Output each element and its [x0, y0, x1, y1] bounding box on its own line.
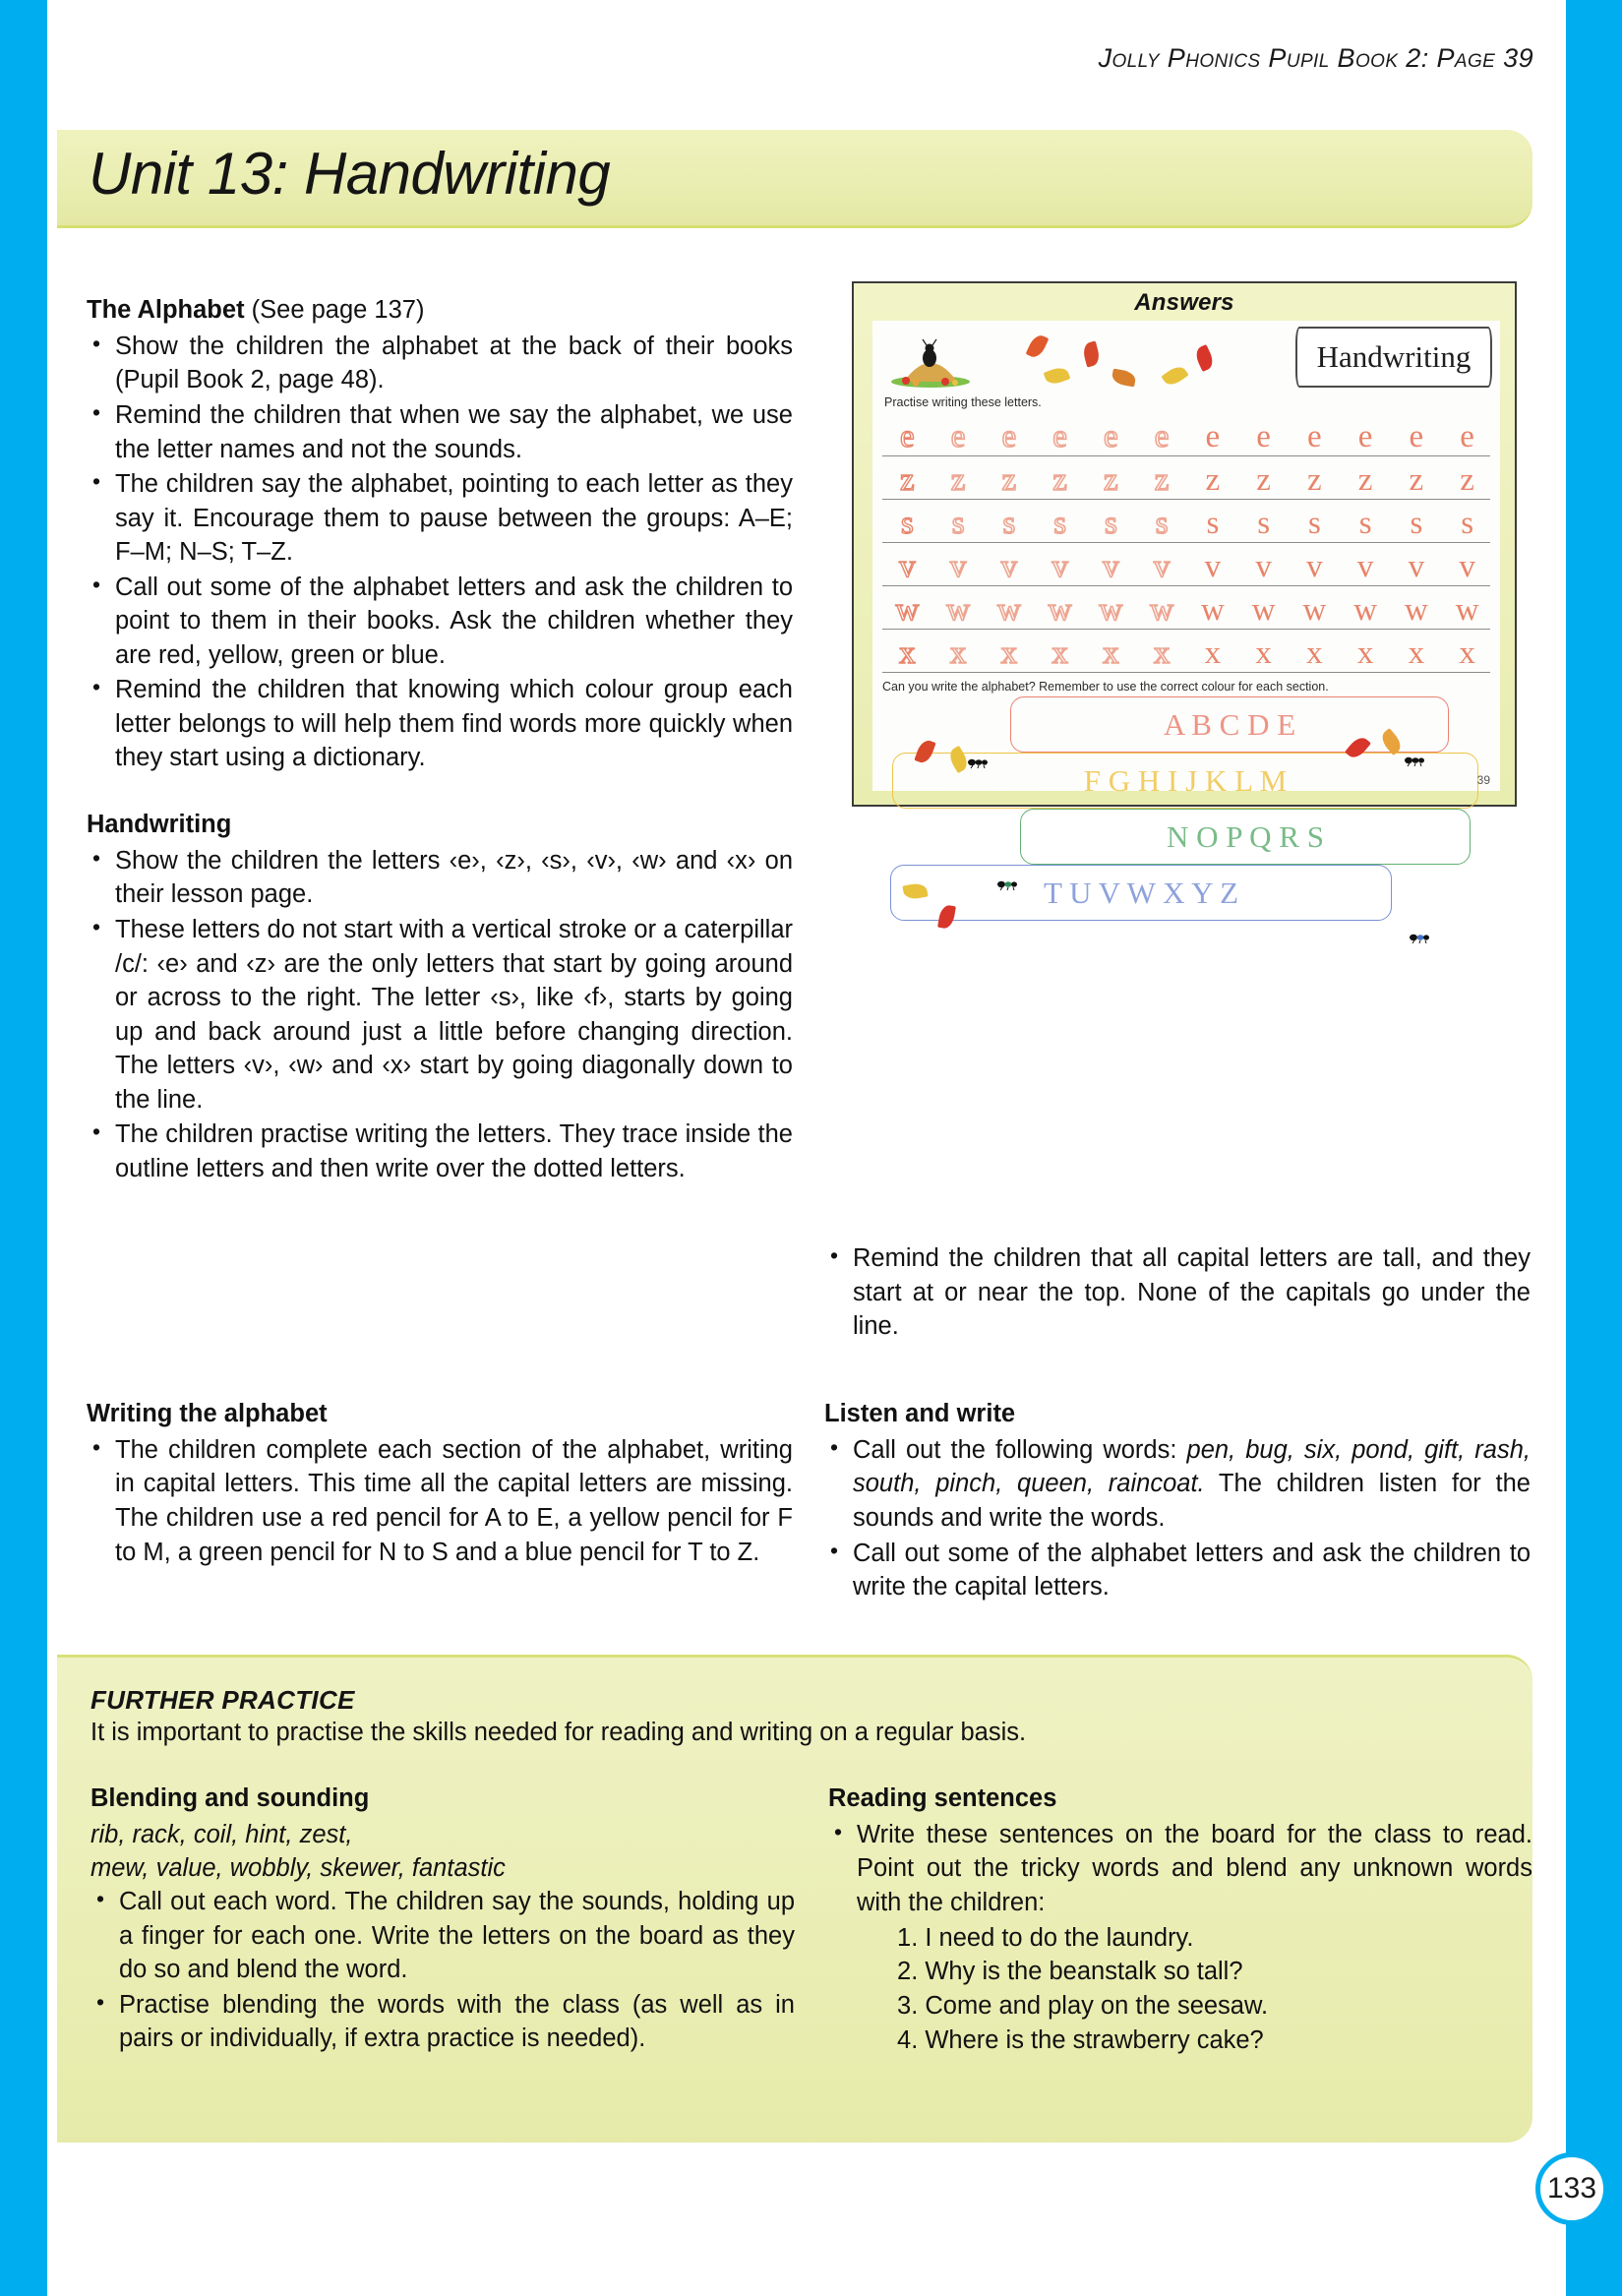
page-number-badge: 133 [1535, 2152, 1608, 2225]
leaf-icon [1026, 332, 1050, 360]
alphabet-letters-green: N O P Q R S [1167, 818, 1324, 854]
reading-bullet-list [828, 1818, 1532, 1920]
alphabet-section-blue [890, 865, 1392, 921]
list-item: Come and play on the seesaw. [925, 1991, 1269, 2020]
letter-glyph: e [1001, 419, 1017, 454]
letter-glyph: w [1150, 592, 1174, 628]
worksheet-page-number: 39 [1476, 773, 1490, 787]
ant-icon [1409, 931, 1430, 943]
ant-hill-icon [890, 342, 971, 386]
letter-glyph: x [1459, 635, 1475, 671]
letter-glyph: w [996, 592, 1021, 628]
page-title: Unit 13: Handwriting [89, 141, 611, 207]
list-item: • Write these sentences on the board for the class to read. Point out the tricky words and blend any unknown words with the children: [828, 1818, 1532, 1920]
letter-glyph: x [949, 635, 967, 671]
letter-glyph: z [1460, 462, 1474, 498]
letter-glyph: s [1307, 506, 1321, 541]
list-item: • The children practise writing the letters. They trace inside the outline letters and then write over the dotted letters. [87, 1118, 793, 1185]
reading-sentences-heading: Reading sentences [828, 1784, 1057, 1812]
letter-glyph: z [1357, 462, 1373, 498]
letter-glyph: v [1306, 549, 1323, 584]
alphabet-letters-blue: T U V W X Y Z [1043, 875, 1239, 910]
worksheet-instruction-2: Can you write the alphabet? Remember to use the correct colour for each section. [882, 680, 1329, 694]
running-head: Jolly Phonics Pupil Book 2: Page 39 [1098, 43, 1533, 73]
letter-glyph: z [1052, 462, 1067, 498]
alphabet-section-green [1020, 809, 1471, 865]
answers-label: Answers [1134, 289, 1234, 316]
unit-title-banner [57, 130, 1532, 228]
list-item: Why is the beanstalk so tall? [925, 1958, 1243, 1986]
alphabet-heading-bold: The Alphabet [87, 296, 245, 324]
list-item: • Practise blending the words with the class (as well as in pairs or individually, if extra practice is needed). [90, 1988, 795, 2056]
reading-sentences-column [828, 1783, 1532, 2057]
letter-glyph: v [1051, 549, 1068, 584]
handwriting-bullet-list [87, 844, 793, 1185]
writing-alphabet-heading: Writing the alphabet [87, 1400, 328, 1427]
alphabet-heading [87, 295, 793, 327]
letter-glyph: e [1307, 419, 1322, 454]
worksheet-title-banner [1295, 327, 1492, 388]
letter-glyph: s [1461, 506, 1474, 541]
leaf-icon [1193, 344, 1217, 372]
practice-row-e [882, 413, 1490, 456]
list-item: • Show the children the letters ‹e›, ‹z›, ‹s›, ‹v›, ‹w› and ‹x› on their lesson page. [87, 844, 793, 912]
leaf-icon [1111, 369, 1136, 388]
writing-alphabet-bullet-list [87, 1433, 793, 1569]
ant-icon [967, 755, 989, 768]
letter-glyph: w [1302, 592, 1327, 628]
listen-and-write-heading: Listen and write [824, 1400, 1016, 1427]
handwriting-heading: Handwriting [87, 810, 232, 838]
ant-icon [996, 877, 1018, 890]
letter-glyph: s [1104, 506, 1117, 541]
letter-glyph: w [1455, 592, 1479, 628]
letter-glyph: x [1356, 635, 1374, 671]
listen-and-write-bullet-list [824, 1433, 1531, 1604]
letter-glyph: s [1002, 506, 1016, 541]
letter-glyph: w [1048, 592, 1072, 628]
list-item [824, 1433, 1531, 1536]
letter-glyph: e [950, 419, 966, 454]
letter-glyph: e [1357, 419, 1373, 454]
letter-glyph: v [1000, 549, 1018, 584]
letter-glyph: v [1103, 549, 1119, 584]
page-edge-blue-right [1566, 0, 1622, 2296]
letter-glyph: e [900, 419, 915, 454]
list-item: • Call out each word. The children say the sounds, holding up a finger for each one. Write the letters on the board as they do so and blend the word. [90, 1885, 795, 1987]
handwriting-right-bullet-list [824, 1241, 1531, 1344]
letter-glyph: z [1307, 462, 1322, 498]
letter-glyph: s [1358, 506, 1372, 541]
letter-glyph: x [1255, 635, 1272, 671]
letter-glyph: e [1409, 419, 1424, 454]
worksheet-title: Handwriting [1316, 339, 1472, 374]
alphabet-letters-red: A B C D E [1163, 706, 1296, 742]
letter-glyph: v [1204, 549, 1222, 584]
further-practice-box [57, 1655, 1532, 2143]
blending-bullet-list [90, 1885, 795, 2056]
right-column-lower [824, 1399, 1531, 1605]
practice-row-z [882, 456, 1490, 500]
list-item: • Remind the children that knowing which colour group each letter belongs to will help them find words more quickly when they start using a dictionary. [87, 673, 793, 775]
letter-glyph: s [1206, 506, 1220, 541]
practice-row-s [882, 500, 1490, 543]
list-item: • Call out some of the alphabet letters and ask the children to write the capital letters. [824, 1537, 1531, 1604]
blending-column [90, 1783, 795, 2057]
list-item: • Show the children the alphabet at the back of their books (Pupil Book 2, page 48). [87, 330, 793, 397]
letter-glyph: e [1256, 419, 1271, 454]
letter-glyph: v [899, 549, 916, 584]
alphabet-sections [872, 696, 1500, 921]
letter-glyph: x [1306, 635, 1323, 671]
letter-glyph: x [1204, 635, 1222, 671]
letter-glyph: z [1409, 462, 1424, 498]
answers-panel [852, 281, 1517, 910]
letter-glyph: v [1153, 549, 1171, 584]
list-item: • Call out some of the alphabet letters and ask the children to point to them in their books. Ask the children whether they are red, yellow, green or blue. [87, 571, 793, 673]
letter-glyph: x [1000, 635, 1018, 671]
letter-glyph: z [1001, 462, 1017, 498]
letter-glyph: z [1104, 462, 1118, 498]
listen-bullet-pre: Call out the following words: [853, 1435, 1187, 1464]
letter-glyph: v [949, 549, 967, 584]
letter-glyph: e [1052, 419, 1067, 454]
ant-icon [1404, 754, 1425, 766]
sentence-list [897, 1921, 1532, 2058]
list-item: I need to do the laundry. [925, 1923, 1194, 1952]
letter-glyph: x [1153, 635, 1171, 671]
left-column-upper [87, 295, 793, 1186]
alphabet-heading-rest: (See page 137) [244, 296, 425, 324]
letter-glyph: s [1410, 506, 1423, 541]
letter-glyph: w [1200, 592, 1225, 628]
letter-glyph: v [1408, 549, 1425, 584]
alphabet-bullet-list [87, 330, 793, 775]
page-edge-blue-left [0, 0, 47, 2296]
letter-glyph: v [1459, 549, 1475, 584]
list-item: • Remind the children that all capital letters are tall, and they start at or near the top. None of the capitals go under the line. [824, 1241, 1531, 1344]
list-item: Where is the strawberry cake? [925, 2025, 1264, 2054]
blending-words-line-2: mew, value, wobbly, skewer, fantastic [90, 1854, 506, 1883]
list-item: • Remind the children that when we say the alphabet, we use the letter names and not the sounds. [87, 398, 793, 466]
right-column-upper [824, 1241, 1531, 1345]
list-item: • These letters do not start with a vertical stroke or a caterpillar /c/: ‹e› and ‹z› are the only letters that start by going around or across to the right. The letter ‹s›, like ‹f›, starts by going up and back around just a little before changing direction. The letters ‹v›, ‹w› and ‹x› start by going diagonally down to the line. [87, 913, 793, 1117]
alphabet-letters-yellow: F G H I J K L M [1083, 762, 1288, 798]
letter-glyph: z [900, 462, 915, 498]
letter-glyph: z [1154, 462, 1170, 498]
letter-glyph: z [1256, 462, 1271, 498]
blending-heading: Blending and sounding [90, 1784, 370, 1812]
letter-glyph: z [950, 462, 966, 498]
worksheet-header [872, 321, 1500, 393]
list-item: • The children say the alphabet, pointing to each letter as they say it. Encourage them to pause between the groups: A–E; F–M; N–S; T–Z. [87, 467, 793, 570]
further-practice-title: FURTHER PRACTICE [90, 1685, 355, 1715]
letter-glyph: w [946, 592, 971, 628]
letter-glyph: e [1460, 419, 1474, 454]
leaf-icon [1044, 365, 1071, 387]
letter-glyph: s [1257, 506, 1271, 541]
leaf-icon [1161, 363, 1188, 389]
letter-glyph: s [1155, 506, 1169, 541]
letter-glyph: x [1103, 635, 1119, 671]
letter-glyph: w [1099, 592, 1123, 628]
letter-glyph: z [1205, 462, 1221, 498]
worksheet-image [872, 321, 1500, 910]
letter-glyph: e [1104, 419, 1118, 454]
letter-glyph: v [1255, 549, 1272, 584]
blending-words-line-1: rib, rack, coil, hint, zest, [90, 1820, 353, 1848]
practice-row-x [882, 630, 1490, 673]
left-column-lower [87, 1399, 793, 1570]
listen-bullet-post: The children listen for the sounds and write the words. [853, 1470, 1531, 1532]
letter-glyph: x [1408, 635, 1425, 671]
letter-glyph: w [1404, 592, 1428, 628]
letter-glyph: w [895, 592, 920, 628]
letter-glyph: s [900, 506, 914, 541]
list-item: • The children complete each section of the alphabet, writing in capital letters. This time all the capital letters are missing. The children use a red pencil for A to E, a yellow pencil for F to M, a green pencil for N to S and a blue pencil for T to Z. [87, 1433, 793, 1569]
further-practice-intro: It is important to practise the skills needed for reading and writing on a regular basis. [90, 1719, 1027, 1746]
letter-glyph: w [1251, 592, 1276, 628]
letter-glyph: x [1051, 635, 1068, 671]
letter-glyph: v [1356, 549, 1374, 584]
worksheet-instruction-1: Practise writing these letters. [884, 395, 1042, 409]
letter-glyph: x [899, 635, 916, 671]
letter-glyph: e [1205, 419, 1221, 454]
practice-row-w [882, 586, 1490, 630]
listen-word-list: pen, bug, six, pond, gift, rash, south, pinch, queen, raincoat. [853, 1435, 1531, 1498]
letter-glyph: s [951, 506, 965, 541]
letter-glyph: s [1053, 506, 1067, 541]
leaf-icon [1081, 340, 1102, 367]
practice-row-v [882, 543, 1490, 586]
alphabet-section-red [1010, 696, 1449, 753]
letter-glyph: w [1353, 592, 1378, 628]
letter-glyph: e [1154, 419, 1170, 454]
